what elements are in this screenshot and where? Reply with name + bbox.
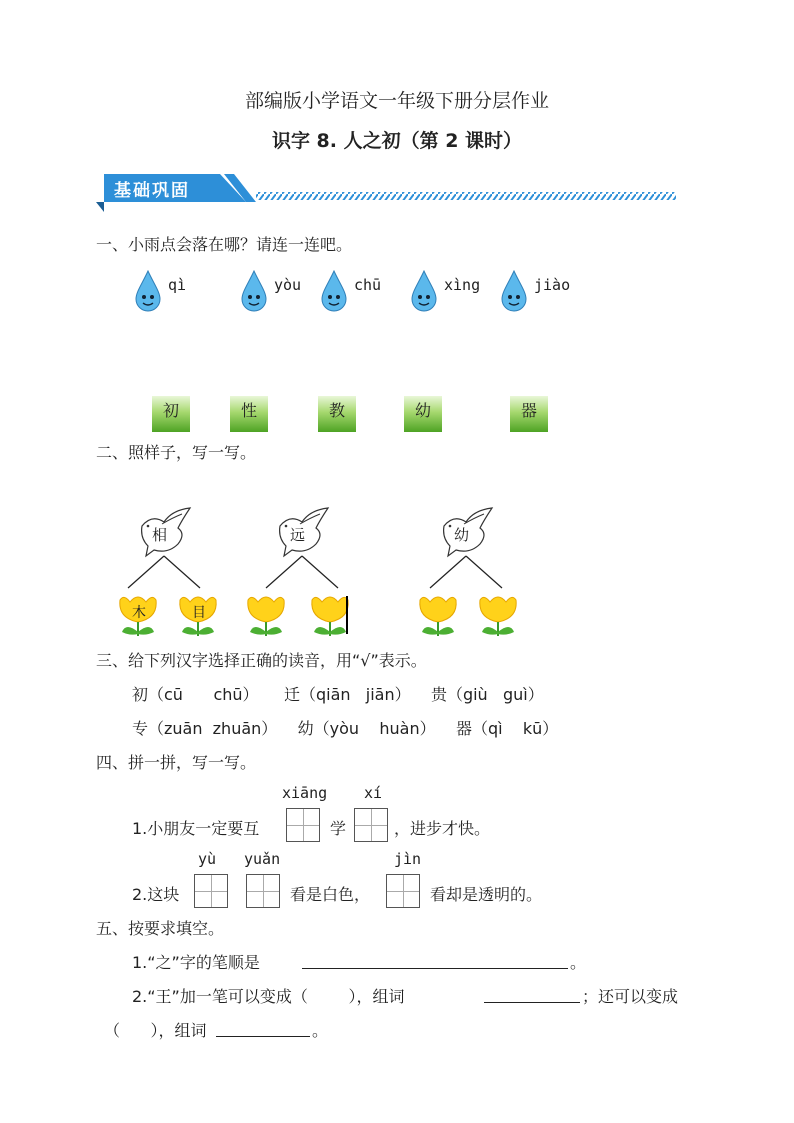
- fill-2-part-b: ；还可以变成: [582, 987, 679, 1006]
- raindrop-pinyin: chū: [354, 276, 382, 294]
- grass-character: 幼: [414, 401, 431, 420]
- pinyin-xiang: xiāng: [282, 784, 328, 802]
- dove-character: 远: [290, 526, 306, 544]
- sentence-1-part-b: 学: [330, 819, 347, 838]
- grass-character: 初: [162, 401, 179, 420]
- tulip[interactable]: [244, 592, 288, 642]
- tianzige-box[interactable]: [194, 874, 228, 908]
- branch-lines: [262, 554, 342, 594]
- grass-character: 教: [328, 401, 345, 420]
- tulip-icon: [244, 592, 288, 638]
- raindrop-icon: [320, 270, 348, 312]
- tulip-icon: [416, 592, 460, 638]
- dove-card: [276, 504, 332, 562]
- raindrop-icon: [410, 270, 438, 312]
- tianzige-box[interactable]: [286, 808, 320, 842]
- branch-lines: [124, 554, 204, 594]
- fill-1-part-a: 1.“之”字的笔顺是: [132, 953, 260, 972]
- question-3-prompt: 三、给下列汉字选择正确的读音，用“√”表示。: [96, 651, 427, 670]
- grass-card[interactable]: [318, 396, 356, 432]
- dove-character: 相: [152, 526, 168, 544]
- raindrop[interactable]: [240, 270, 302, 316]
- pinyin-xi: xí: [364, 784, 383, 802]
- grass-card[interactable]: [152, 396, 190, 432]
- text-cursor: [346, 596, 348, 634]
- sentence-1-part-a: 1.小朋友一定要互: [132, 819, 260, 838]
- grass-card[interactable]: [404, 396, 442, 432]
- answer-line[interactable]: [484, 984, 580, 1003]
- tulip-icon: [476, 592, 520, 638]
- section-banner-label: 基础巩固: [114, 181, 190, 201]
- raindrop-icon: [240, 270, 268, 312]
- raindrop-pinyin: jiào: [534, 276, 571, 294]
- fill-2-part-d: 。: [312, 1021, 329, 1040]
- dove-card: [440, 504, 496, 562]
- pinyin-jin: jìn: [394, 850, 422, 868]
- tulip[interactable]: [176, 592, 220, 642]
- grass-character: 性: [240, 401, 257, 420]
- answer-line[interactable]: [216, 1018, 310, 1037]
- branch-lines: [426, 554, 506, 594]
- pinyin-yuan: yuǎn: [244, 850, 281, 868]
- grass-character: 器: [520, 401, 537, 420]
- fill-2-part-c: （ ），组词: [104, 1021, 207, 1040]
- grass-card[interactable]: [510, 396, 548, 432]
- worksheet-title: 部编版小学语文一年级下册分层作业: [244, 90, 549, 112]
- raindrop-pinyin: xìng: [444, 276, 481, 294]
- question-2-prompt: 二、照样子，写一写。: [96, 443, 257, 462]
- tianzige-box[interactable]: [386, 874, 420, 908]
- answer-line[interactable]: [302, 950, 568, 969]
- tulip[interactable]: [416, 592, 460, 642]
- question-5-prompt: 五、按要求填空。: [96, 919, 225, 938]
- question-4-prompt: 四、拼一拼，写一写。: [96, 753, 257, 772]
- reading-row-2: 专（zuān zhuān） 幼（yòu huàn） 器（qì kū）: [132, 719, 559, 738]
- sentence-1-part-c: ，进步才快。: [394, 819, 491, 838]
- raindrop-icon: [500, 270, 528, 312]
- grass-card[interactable]: [230, 396, 268, 432]
- tulip[interactable]: [116, 592, 160, 642]
- reading-row-1: 初（cū chū） 迁（qiān jiān） 贵（giù guì）: [132, 685, 544, 704]
- tulip-character: 木: [132, 605, 146, 621]
- raindrop-pinyin: qì: [168, 276, 187, 294]
- sentence-2-part-c: 看却是透明的。: [430, 885, 543, 904]
- raindrop-icon: [134, 270, 162, 312]
- raindrop[interactable]: [410, 270, 481, 316]
- tulip[interactable]: [476, 592, 520, 642]
- raindrop-pinyin: yòu: [274, 276, 302, 294]
- sentence-2-part-a: 2.这块: [132, 885, 180, 904]
- dove-card: [138, 504, 194, 562]
- fill-1-part-b: 。: [570, 953, 587, 972]
- pinyin-yu: yù: [198, 850, 217, 868]
- question-1-prompt: 一、小雨点会落在哪？请连一连吧。: [96, 235, 353, 254]
- raindrop[interactable]: [134, 270, 187, 316]
- dove-character: 幼: [454, 526, 470, 544]
- tianzige-box[interactable]: [354, 808, 388, 842]
- fill-2-part-a: 2.“王”加一笔可以变成（ ），组词: [132, 987, 405, 1006]
- raindrop[interactable]: [500, 270, 571, 316]
- raindrop[interactable]: [320, 270, 382, 316]
- tulip-character: 目: [192, 605, 206, 621]
- tianzige-box[interactable]: [246, 874, 280, 908]
- lesson-title: 识字 8. 人之初（第 2 课时）: [271, 130, 523, 152]
- sentence-2-part-b: 看是白色，: [290, 885, 371, 904]
